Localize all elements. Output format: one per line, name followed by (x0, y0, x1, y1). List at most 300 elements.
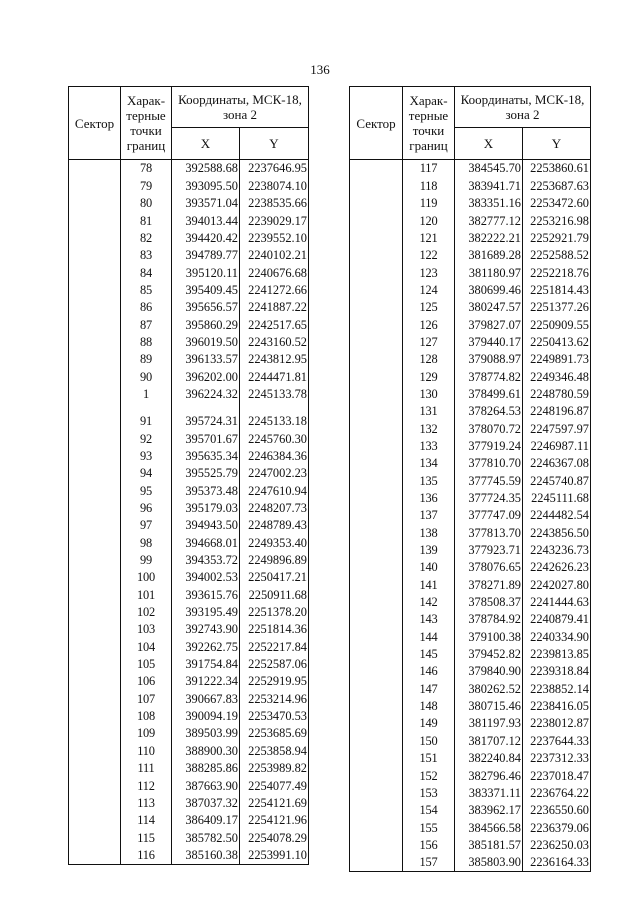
x-coordinate-cell: 391754.84 (172, 656, 240, 673)
x-coordinate-cell: 394013.44 (172, 212, 240, 229)
sector-cell (69, 430, 121, 447)
table-row (350, 351, 591, 368)
x-coordinate-cell: 380699.46 (455, 281, 523, 298)
x-coordinate-cell: 393095.50 (172, 177, 240, 194)
table-row (350, 160, 591, 178)
x-coordinate-cell: 395179.03 (172, 500, 240, 517)
y-coordinate-cell: 2237644.33 (523, 732, 591, 749)
point-number-cell: 155 (403, 819, 455, 836)
x-coordinate-cell: 383941.71 (455, 177, 523, 194)
table-row (350, 594, 591, 611)
y-coordinate-cell: 2243160.52 (240, 333, 309, 350)
sector-cell (350, 351, 403, 368)
x-coordinate-cell: 378508.37 (455, 594, 523, 611)
point-number-cell: 79 (121, 177, 172, 194)
x-coordinate-cell: 395860.29 (172, 316, 240, 333)
table-row (350, 177, 591, 194)
point-number-cell: 120 (403, 212, 455, 229)
point-number-cell: 103 (121, 621, 172, 638)
table-row (350, 542, 591, 559)
table-row (69, 517, 309, 534)
sector-cell (69, 160, 121, 178)
y-coordinate-cell: 2249891.73 (523, 351, 591, 368)
point-number-cell: 128 (403, 351, 455, 368)
y-header: Y (240, 128, 309, 160)
y-coordinate-cell: 2238535.66 (240, 195, 309, 212)
x-coordinate-cell: 395373.48 (172, 482, 240, 499)
sector-cell (69, 482, 121, 499)
x-header: X (172, 128, 240, 160)
point-number-cell: 156 (403, 836, 455, 853)
y-coordinate-cell: 2241272.66 (240, 281, 309, 298)
x-coordinate-cell: 390094.19 (172, 708, 240, 725)
x-coordinate-cell: 385782.50 (172, 829, 240, 846)
coordinates-table-left (68, 86, 309, 865)
sector-cell (69, 742, 121, 759)
point-number-cell: 90 (121, 368, 172, 385)
sector-cell (350, 611, 403, 628)
y-coordinate-cell: 2240676.68 (240, 264, 309, 281)
y-coordinate-cell: 2240879.41 (523, 611, 591, 628)
y-coordinate-cell: 2241444.63 (523, 594, 591, 611)
x-coordinate-cell: 384545.70 (455, 160, 523, 178)
y-coordinate-cell: 2245133.78 (240, 385, 309, 402)
table-row (69, 760, 309, 777)
point-number-cell: 129 (403, 368, 455, 385)
y-header: Y (523, 128, 591, 160)
x-coordinate-cell: 390667.83 (172, 690, 240, 707)
y-coordinate-cell: 2243856.50 (523, 524, 591, 541)
sector-cell (350, 663, 403, 680)
table-row (350, 611, 591, 628)
x-coordinate-cell: 377745.59 (455, 472, 523, 489)
x-coordinate-cell: 381197.93 (455, 715, 523, 732)
table-row (350, 299, 591, 316)
y-coordinate-cell: 2252588.52 (523, 247, 591, 264)
table-row (69, 160, 309, 178)
table-row (69, 299, 309, 316)
table-row (69, 385, 309, 402)
point-number-cell: 132 (403, 420, 455, 437)
y-coordinate-cell: 2246384.36 (240, 448, 309, 465)
table-row (350, 767, 591, 784)
point-number-cell: 116 (121, 846, 172, 864)
x-coordinate-cell: 379840.90 (455, 663, 523, 680)
point-number-cell: 137 (403, 507, 455, 524)
point-number-cell: 154 (403, 802, 455, 819)
y-coordinate-cell: 2253470.53 (240, 708, 309, 725)
point-number-cell: 109 (121, 725, 172, 742)
point-number-cell: 111 (121, 760, 172, 777)
point-number-cell: 138 (403, 524, 455, 541)
x-coordinate-cell: 393615.76 (172, 586, 240, 603)
point-number-cell: 113 (121, 794, 172, 811)
sector-cell (69, 247, 121, 264)
table-row (350, 368, 591, 385)
x-coordinate-cell: 377923.71 (455, 542, 523, 559)
table-row (69, 368, 309, 385)
x-coordinate-cell: 395701.67 (172, 430, 240, 447)
y-coordinate-cell: 2238074.10 (240, 177, 309, 194)
point-number-cell: 130 (403, 385, 455, 402)
x-coordinate-cell: 377810.70 (455, 455, 523, 472)
x-coordinate-cell: 382796.46 (455, 767, 523, 784)
point-number-cell: 80 (121, 195, 172, 212)
x-coordinate-cell: 379100.38 (455, 628, 523, 645)
sector-cell (350, 490, 403, 507)
sector-cell (69, 656, 121, 673)
y-coordinate-cell: 2236550.60 (523, 802, 591, 819)
point-number-cell: 99 (121, 552, 172, 569)
y-coordinate-cell: 2253685.69 (240, 725, 309, 742)
x-coordinate-cell: 396202.00 (172, 368, 240, 385)
point-number-cell: 153 (403, 784, 455, 801)
sector-cell (350, 247, 403, 264)
table-row (69, 264, 309, 281)
sector-cell (350, 542, 403, 559)
point-number-cell: 125 (403, 299, 455, 316)
x-coordinate-cell: 395635.34 (172, 448, 240, 465)
y-coordinate-cell: 2239813.85 (523, 646, 591, 663)
table-row (350, 524, 591, 541)
table-row (69, 621, 309, 638)
sector-header: Сектор (350, 87, 403, 160)
table-row (350, 316, 591, 333)
y-coordinate-cell: 2238416.05 (523, 698, 591, 715)
table-row (350, 802, 591, 819)
sector-cell (69, 846, 121, 864)
x-coordinate-cell: 394353.72 (172, 552, 240, 569)
point-number-cell: 145 (403, 646, 455, 663)
table-row (350, 715, 591, 732)
table-row (350, 247, 591, 264)
y-coordinate-cell: 2239029.17 (240, 212, 309, 229)
y-coordinate-cell: 2253687.63 (523, 177, 591, 194)
table-row (350, 472, 591, 489)
table-row (350, 281, 591, 298)
table-row (350, 403, 591, 420)
table-row (69, 316, 309, 333)
y-coordinate-cell: 2254077.49 (240, 777, 309, 794)
y-coordinate-cell: 2248789.43 (240, 517, 309, 534)
sector-cell (350, 472, 403, 489)
table-row (350, 438, 591, 455)
y-coordinate-cell: 2244482.54 (523, 507, 591, 524)
sector-cell (350, 732, 403, 749)
point-number-cell: 152 (403, 767, 455, 784)
x-coordinate-cell: 377813.70 (455, 524, 523, 541)
sector-cell (350, 264, 403, 281)
y-coordinate-cell: 2253860.61 (523, 160, 591, 178)
sector-cell (69, 794, 121, 811)
sector-cell (350, 438, 403, 455)
x-coordinate-cell: 379452.82 (455, 646, 523, 663)
table-row (69, 413, 309, 430)
sector-cell (69, 385, 121, 402)
sector-cell (69, 368, 121, 385)
sector-cell (350, 784, 403, 801)
y-coordinate-cell: 2248780.59 (523, 385, 591, 402)
table-row (69, 500, 309, 517)
y-coordinate-cell: 2236164.33 (523, 854, 591, 872)
x-coordinate-cell (172, 403, 240, 413)
point-number-cell: 141 (403, 576, 455, 593)
table-row (69, 212, 309, 229)
sector-cell (69, 351, 121, 368)
y-coordinate-cell: 2242626.23 (523, 559, 591, 576)
table-row (69, 812, 309, 829)
point-number-cell: 149 (403, 715, 455, 732)
point-number-cell: 143 (403, 611, 455, 628)
y-coordinate-cell: 2242517.65 (240, 316, 309, 333)
table-row (69, 552, 309, 569)
sector-cell (350, 385, 403, 402)
sector-cell (350, 316, 403, 333)
x-coordinate-cell: 396224.32 (172, 385, 240, 402)
point-number-cell: 100 (121, 569, 172, 586)
sector-cell (69, 760, 121, 777)
x-coordinate-cell: 381180.97 (455, 264, 523, 281)
point-number-cell: 131 (403, 403, 455, 420)
x-coordinate-cell: 382777.12 (455, 212, 523, 229)
y-coordinate-cell: 2240102.21 (240, 247, 309, 264)
x-coordinate-cell: 392743.90 (172, 621, 240, 638)
y-coordinate-cell: 2238852.14 (523, 680, 591, 697)
point-number-cell: 157 (403, 854, 455, 872)
sector-cell (69, 708, 121, 725)
point-number-cell: 110 (121, 742, 172, 759)
x-coordinate-cell: 387037.32 (172, 794, 240, 811)
coordinates-header: Координаты, МСК-18, зона 2 (455, 87, 591, 128)
x-coordinate-cell: 393195.49 (172, 604, 240, 621)
sector-cell (69, 552, 121, 569)
x-coordinate-cell: 381707.12 (455, 732, 523, 749)
table-row (69, 708, 309, 725)
table-row (69, 673, 309, 690)
x-coordinate-cell: 394943.50 (172, 517, 240, 534)
table-row (350, 559, 591, 576)
y-coordinate-cell: 2253472.60 (523, 195, 591, 212)
sector-cell (69, 638, 121, 655)
sector-cell (69, 812, 121, 829)
x-coordinate-cell: 382240.84 (455, 750, 523, 767)
x-coordinate-cell: 381689.28 (455, 247, 523, 264)
y-coordinate-cell: 2252217.84 (240, 638, 309, 655)
sector-cell (69, 500, 121, 517)
y-coordinate-cell: 2237646.95 (240, 160, 309, 178)
point-number-cell: 104 (121, 638, 172, 655)
x-coordinate-cell: 388285.86 (172, 760, 240, 777)
y-coordinate-cell: 2254078.29 (240, 829, 309, 846)
table-row (350, 490, 591, 507)
y-coordinate-cell: 2250413.62 (523, 333, 591, 350)
point-number-cell: 148 (403, 698, 455, 715)
y-coordinate-cell: 2245740.87 (523, 472, 591, 489)
sector-cell (350, 177, 403, 194)
sector-cell (69, 621, 121, 638)
point-number-cell: 81 (121, 212, 172, 229)
point-number-cell: 105 (121, 656, 172, 673)
table-row (350, 628, 591, 645)
sector-cell (350, 524, 403, 541)
x-coordinate-cell: 396133.57 (172, 351, 240, 368)
x-coordinate-cell: 395120.11 (172, 264, 240, 281)
point-number-cell: 139 (403, 542, 455, 559)
point-number-cell: 146 (403, 663, 455, 680)
y-coordinate-cell: 2254121.96 (240, 812, 309, 829)
sector-cell (350, 854, 403, 872)
table-row (350, 819, 591, 836)
table-row (69, 281, 309, 298)
sector-cell (350, 195, 403, 212)
sector-cell (69, 316, 121, 333)
y-coordinate-cell: 2236250.03 (523, 836, 591, 853)
y-coordinate-cell: 2252921.79 (523, 229, 591, 246)
point-number-cell: 95 (121, 482, 172, 499)
y-coordinate-cell: 2247610.94 (240, 482, 309, 499)
point-number-cell: 135 (403, 472, 455, 489)
sector-cell (69, 281, 121, 298)
sector-cell (69, 777, 121, 794)
point-number-cell: 84 (121, 264, 172, 281)
table-row (69, 690, 309, 707)
x-coordinate-cell: 395525.79 (172, 465, 240, 482)
table-row (350, 455, 591, 472)
table-row (350, 333, 591, 350)
sector-cell (69, 534, 121, 551)
y-coordinate-cell: 2249896.89 (240, 552, 309, 569)
x-coordinate-cell: 383962.17 (455, 802, 523, 819)
table-row (350, 646, 591, 663)
sector-cell (350, 819, 403, 836)
table-row (69, 846, 309, 864)
point-number-cell (121, 403, 172, 413)
sector-cell (350, 836, 403, 853)
sector-cell (69, 229, 121, 246)
y-coordinate-cell: 2253991.10 (240, 846, 309, 864)
y-coordinate-cell: 2251814.36 (240, 621, 309, 638)
y-coordinate-cell: 2243812.95 (240, 351, 309, 368)
sector-cell (69, 604, 121, 621)
table-row (69, 725, 309, 742)
point-number-cell: 122 (403, 247, 455, 264)
y-coordinate-cell: 2240334.90 (523, 628, 591, 645)
y-coordinate-cell: 2249353.40 (240, 534, 309, 551)
sector-cell (69, 264, 121, 281)
table-row (350, 264, 591, 281)
sector-cell (350, 750, 403, 767)
table-row (350, 663, 591, 680)
sector-cell (350, 680, 403, 697)
table-row (69, 333, 309, 350)
table-row (350, 576, 591, 593)
table-row (350, 732, 591, 749)
y-coordinate-cell: 2250909.55 (523, 316, 591, 333)
x-coordinate-cell: 396019.50 (172, 333, 240, 350)
point-number-cell: 115 (121, 829, 172, 846)
y-coordinate-cell: 2251378.20 (240, 604, 309, 621)
point-number-cell: 117 (403, 160, 455, 178)
sector-cell (350, 576, 403, 593)
x-coordinate-cell: 385181.57 (455, 836, 523, 853)
y-coordinate-cell: 2241887.22 (240, 299, 309, 316)
y-coordinate-cell: 2244471.81 (240, 368, 309, 385)
x-header: X (455, 128, 523, 160)
table-row (69, 534, 309, 551)
point-number-cell: 150 (403, 732, 455, 749)
table-row (69, 794, 309, 811)
point-number-cell: 83 (121, 247, 172, 264)
boundary-points-header: Харак-терные точки границ (121, 87, 172, 160)
x-coordinate-cell: 385803.90 (455, 854, 523, 872)
y-coordinate-cell (240, 403, 309, 413)
y-coordinate-cell: 2247597.97 (523, 420, 591, 437)
sector-cell (350, 628, 403, 645)
y-coordinate-cell: 2249346.48 (523, 368, 591, 385)
table-row (350, 698, 591, 715)
x-coordinate-cell: 377747.09 (455, 507, 523, 524)
table-row (69, 482, 309, 499)
sector-cell (69, 177, 121, 194)
sector-cell (350, 420, 403, 437)
y-coordinate-cell: 2246987.11 (523, 438, 591, 455)
point-number-cell: 134 (403, 455, 455, 472)
point-number-cell: 123 (403, 264, 455, 281)
point-number-cell: 114 (121, 812, 172, 829)
point-number-cell: 101 (121, 586, 172, 603)
sector-cell (69, 448, 121, 465)
sector-cell (350, 455, 403, 472)
point-number-cell: 89 (121, 351, 172, 368)
sector-cell (350, 559, 403, 576)
table-row (69, 604, 309, 621)
coordinates-table-right (349, 86, 591, 872)
y-coordinate-cell: 2254121.69 (240, 794, 309, 811)
x-coordinate-cell: 394668.01 (172, 534, 240, 551)
sector-cell (69, 829, 121, 846)
y-coordinate-cell: 2245111.68 (523, 490, 591, 507)
x-coordinate-cell: 378076.65 (455, 559, 523, 576)
x-coordinate-cell: 379827.07 (455, 316, 523, 333)
x-coordinate-cell: 383351.16 (455, 195, 523, 212)
x-coordinate-cell: 378774.82 (455, 368, 523, 385)
table-row (69, 465, 309, 482)
y-coordinate-cell: 2238012.87 (523, 715, 591, 732)
x-coordinate-cell: 378271.89 (455, 576, 523, 593)
sector-cell (69, 212, 121, 229)
x-coordinate-cell: 393571.04 (172, 195, 240, 212)
y-coordinate-cell: 2245760.30 (240, 430, 309, 447)
x-coordinate-cell: 388900.30 (172, 742, 240, 759)
sector-cell (350, 646, 403, 663)
x-coordinate-cell: 378070.72 (455, 420, 523, 437)
x-coordinate-cell: 386409.17 (172, 812, 240, 829)
y-coordinate-cell: 2253214.96 (240, 690, 309, 707)
y-coordinate-cell: 2252587.06 (240, 656, 309, 673)
x-coordinate-cell: 380262.52 (455, 680, 523, 697)
table-row (69, 448, 309, 465)
table-row (69, 351, 309, 368)
x-coordinate-cell: 392262.75 (172, 638, 240, 655)
sector-header: Сектор (69, 87, 121, 160)
y-coordinate-cell: 2253216.98 (523, 212, 591, 229)
point-number-cell: 140 (403, 559, 455, 576)
y-coordinate-cell: 2253989.82 (240, 760, 309, 777)
y-coordinate-cell: 2245133.18 (240, 413, 309, 430)
point-number-cell: 82 (121, 229, 172, 246)
x-coordinate-cell: 394789.77 (172, 247, 240, 264)
spacer-row (69, 403, 309, 413)
